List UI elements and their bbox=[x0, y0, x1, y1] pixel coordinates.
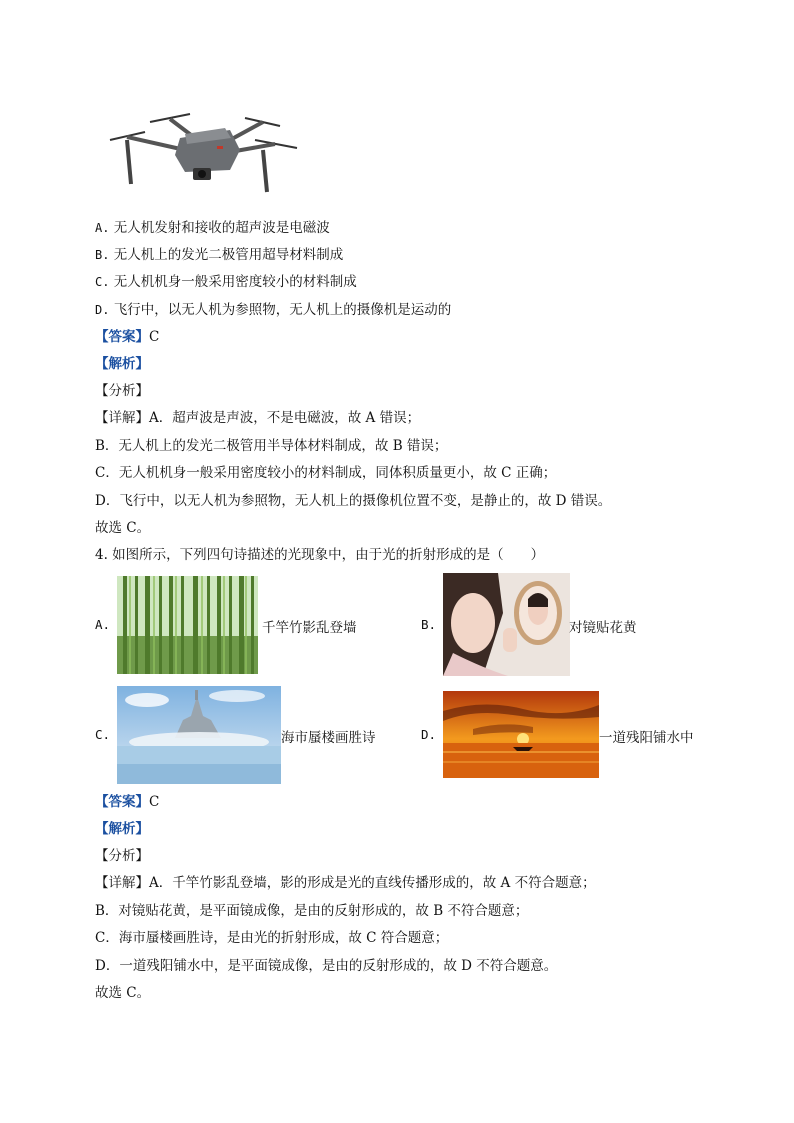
q3-detail-c: C．无人机机身一般采用密度较小的材料制成，同体积质量更小，故 C 正确； bbox=[95, 465, 557, 481]
q3-option-a: A. 无人机发射和接收的超声波是电磁波 bbox=[95, 220, 330, 236]
q4-option-a-label: A. bbox=[95, 617, 111, 632]
q3-option-c: C. 无人机机身一般采用密度较小的材料制成 bbox=[95, 274, 357, 290]
q4-detail-a: 【详解】A．千竿竹影乱登墙，影的形成是光的直线传播形成的，故 A 不符合题意； bbox=[95, 875, 596, 891]
q4-option-b-caption: 对镜贴花黄 bbox=[569, 620, 637, 636]
q4-stem: 4. 如图所示，下列四句诗描述的光现象中，由于光的折射形成的是（ ） bbox=[95, 547, 545, 563]
drone-image bbox=[105, 110, 300, 198]
q4-fenxi: 【分析】 bbox=[95, 848, 149, 864]
q4-jiexi: 【解析】 bbox=[95, 821, 149, 837]
q4-option-b-label: B. bbox=[421, 617, 437, 632]
q4-option-c-label: C. bbox=[95, 727, 111, 742]
q3-detail-d: D．飞行中，以无人机为参照物，无人机上的摄像机位置不变，是静止的，故 D 错误。 bbox=[95, 493, 612, 509]
q4-option-c-caption: 海市蜃楼画胜诗 bbox=[281, 730, 376, 746]
q4-option-a-caption: 千竿竹影乱登墙 bbox=[262, 620, 357, 636]
mirror-woman-image bbox=[443, 573, 570, 676]
q4-detail-d: D．一道残阳铺水中，是平面镜成像，是由的反射形成的，故 D 不符合题意。 bbox=[95, 958, 558, 974]
q4-option-d-label: D. bbox=[421, 727, 437, 742]
q3-detail-b: B．无人机上的发光二极管用半导体材料制成，故 B 错误； bbox=[95, 438, 448, 454]
q3-conclusion: 故选 C。 bbox=[95, 520, 151, 536]
q4-detail-c: C．海市蜃楼画胜诗，是由光的折射形成，故 C 符合题意； bbox=[95, 930, 449, 946]
q3-jiexi: 【解析】 bbox=[95, 356, 149, 372]
mirage-image bbox=[117, 686, 281, 784]
q3-answer: 【答案】C bbox=[95, 329, 160, 345]
q4-detail-b: B．对镜贴花黄，是平面镜成像，是由的反射形成的，故 B 不符合题意； bbox=[95, 903, 529, 919]
q3-option-d: D. 飞行中，以无人机为参照物，无人机上的摄像机是运动的 bbox=[95, 302, 452, 318]
q4-answer: 【答案】C bbox=[95, 794, 160, 810]
q3-detail-a: 【详解】A．超声波是声波，不是电磁波，故 A 错误； bbox=[95, 410, 421, 426]
q3-option-b: B. 无人机上的发光二极管用超导材料制成 bbox=[95, 247, 344, 263]
bamboo-image bbox=[117, 576, 258, 674]
sunset-image bbox=[443, 691, 599, 778]
q4-option-d-caption: 一道残阳铺水中 bbox=[599, 730, 694, 746]
q4-conclusion: 故选 C。 bbox=[95, 985, 151, 1001]
q3-fenxi: 【分析】 bbox=[95, 383, 149, 399]
